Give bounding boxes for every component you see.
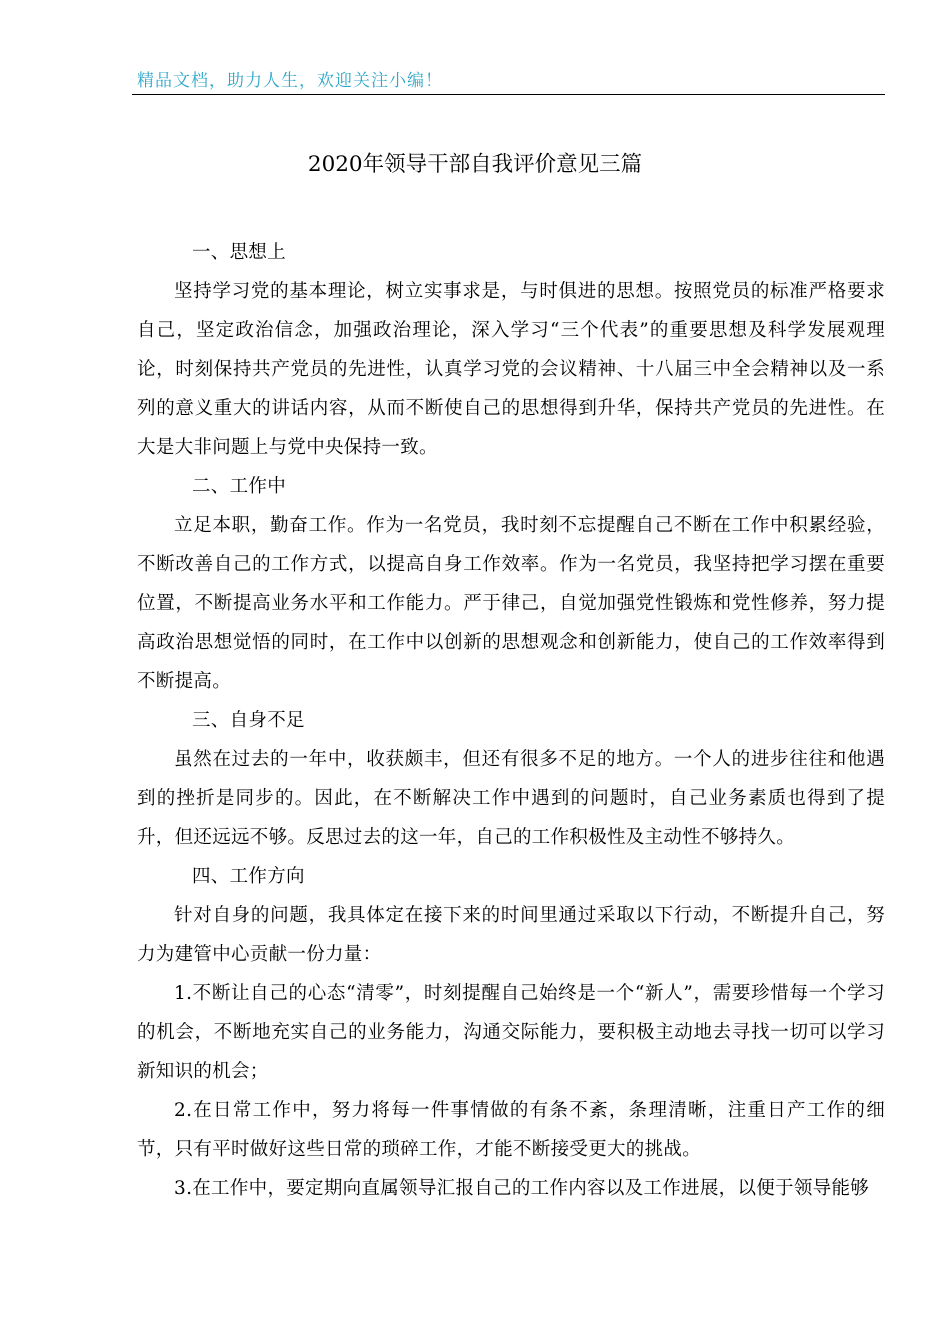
- header-divider: [132, 94, 885, 95]
- section-heading-work: 二、工作中: [192, 476, 287, 497]
- document-title: 2020年领导干部自我评价意见三篇: [307, 152, 643, 177]
- paragraph-thought: 坚持学习党的基本理论，树立实事求是，与时俱进的思想。按照党员的标准严格要求自己，坚定政治信念，加强政治理论，深入学习“三个代表”的重要思想及科学发展观理论，时刻保持共产党员的先进性，认真学习党的会议精神、十八届三中全会精神以及一系列的意义重大的讲话内容，从而不断使自己的思想得到升华，保持共产党员的先进性。在大是大非问题上与党中央保持一致。: [137, 281, 885, 458]
- section-heading-thought: 一、思想上: [192, 242, 287, 263]
- section-heading-direction: 四、工作方向: [192, 866, 305, 887]
- paragraph-direction-item-3: 3.在工作中，要定期向直属领导汇报自己的工作内容以及工作进展，以便于领导能够: [174, 1178, 870, 1199]
- paragraph-direction-item-1: 1.不断让自己的心态“清零”，时刻提醒自己始终是一个“新人”，需要珍惜每一个学习的机会，不断地充实自己的业务能力，沟通交际能力，要积极主动地去寻找一切可以学习新知识的机会；: [137, 983, 885, 1082]
- document-body: [137, 233, 885, 1208]
- header-slogan: 精品文档，助力人生，欢迎关注小编！: [137, 71, 443, 91]
- paragraph-direction-intro: 针对自身的问题，我具体定在接下来的时间里通过采取以下行动，不断提升自己，努力为建管中心贡献一份力量：: [137, 905, 885, 965]
- paragraph-direction-item-2: 2.在日常工作中，努力将每一件事情做的有条不紊，条理清晰，注重日产工作的细节，只有平时做好这些日常的琐碎工作，才能不断接受更大的挑战。: [137, 1100, 885, 1160]
- paragraph-work: 立足本职，勤奋工作。作为一名党员，我时刻不忘提醒自己不断在工作中积累经验，不断改善自己的工作方式，以提高自身工作效率。作为一名党员，我坚持把学习摆在重要位置，不断提高业务水平和工作能力。严于律己，自觉加强党性锻炼和党性修养，努力提高政治思想觉悟的同时，在工作中以创新的思想观念和创新能力，使自己的工作效率得到不断提高。: [137, 515, 885, 692]
- paragraph-shortcomings: 虽然在过去的一年中，收获颇丰，但还有很多不足的地方。一个人的进步往往和他遇到的挫折是同步的。因此，在不断解决工作中遇到的问题时，自己业务素质也得到了提升，但还远远不够。反思过去的这一年，自己的工作积极性及主动性不够持久。: [137, 749, 885, 848]
- section-heading-shortcomings: 三、自身不足: [192, 710, 305, 731]
